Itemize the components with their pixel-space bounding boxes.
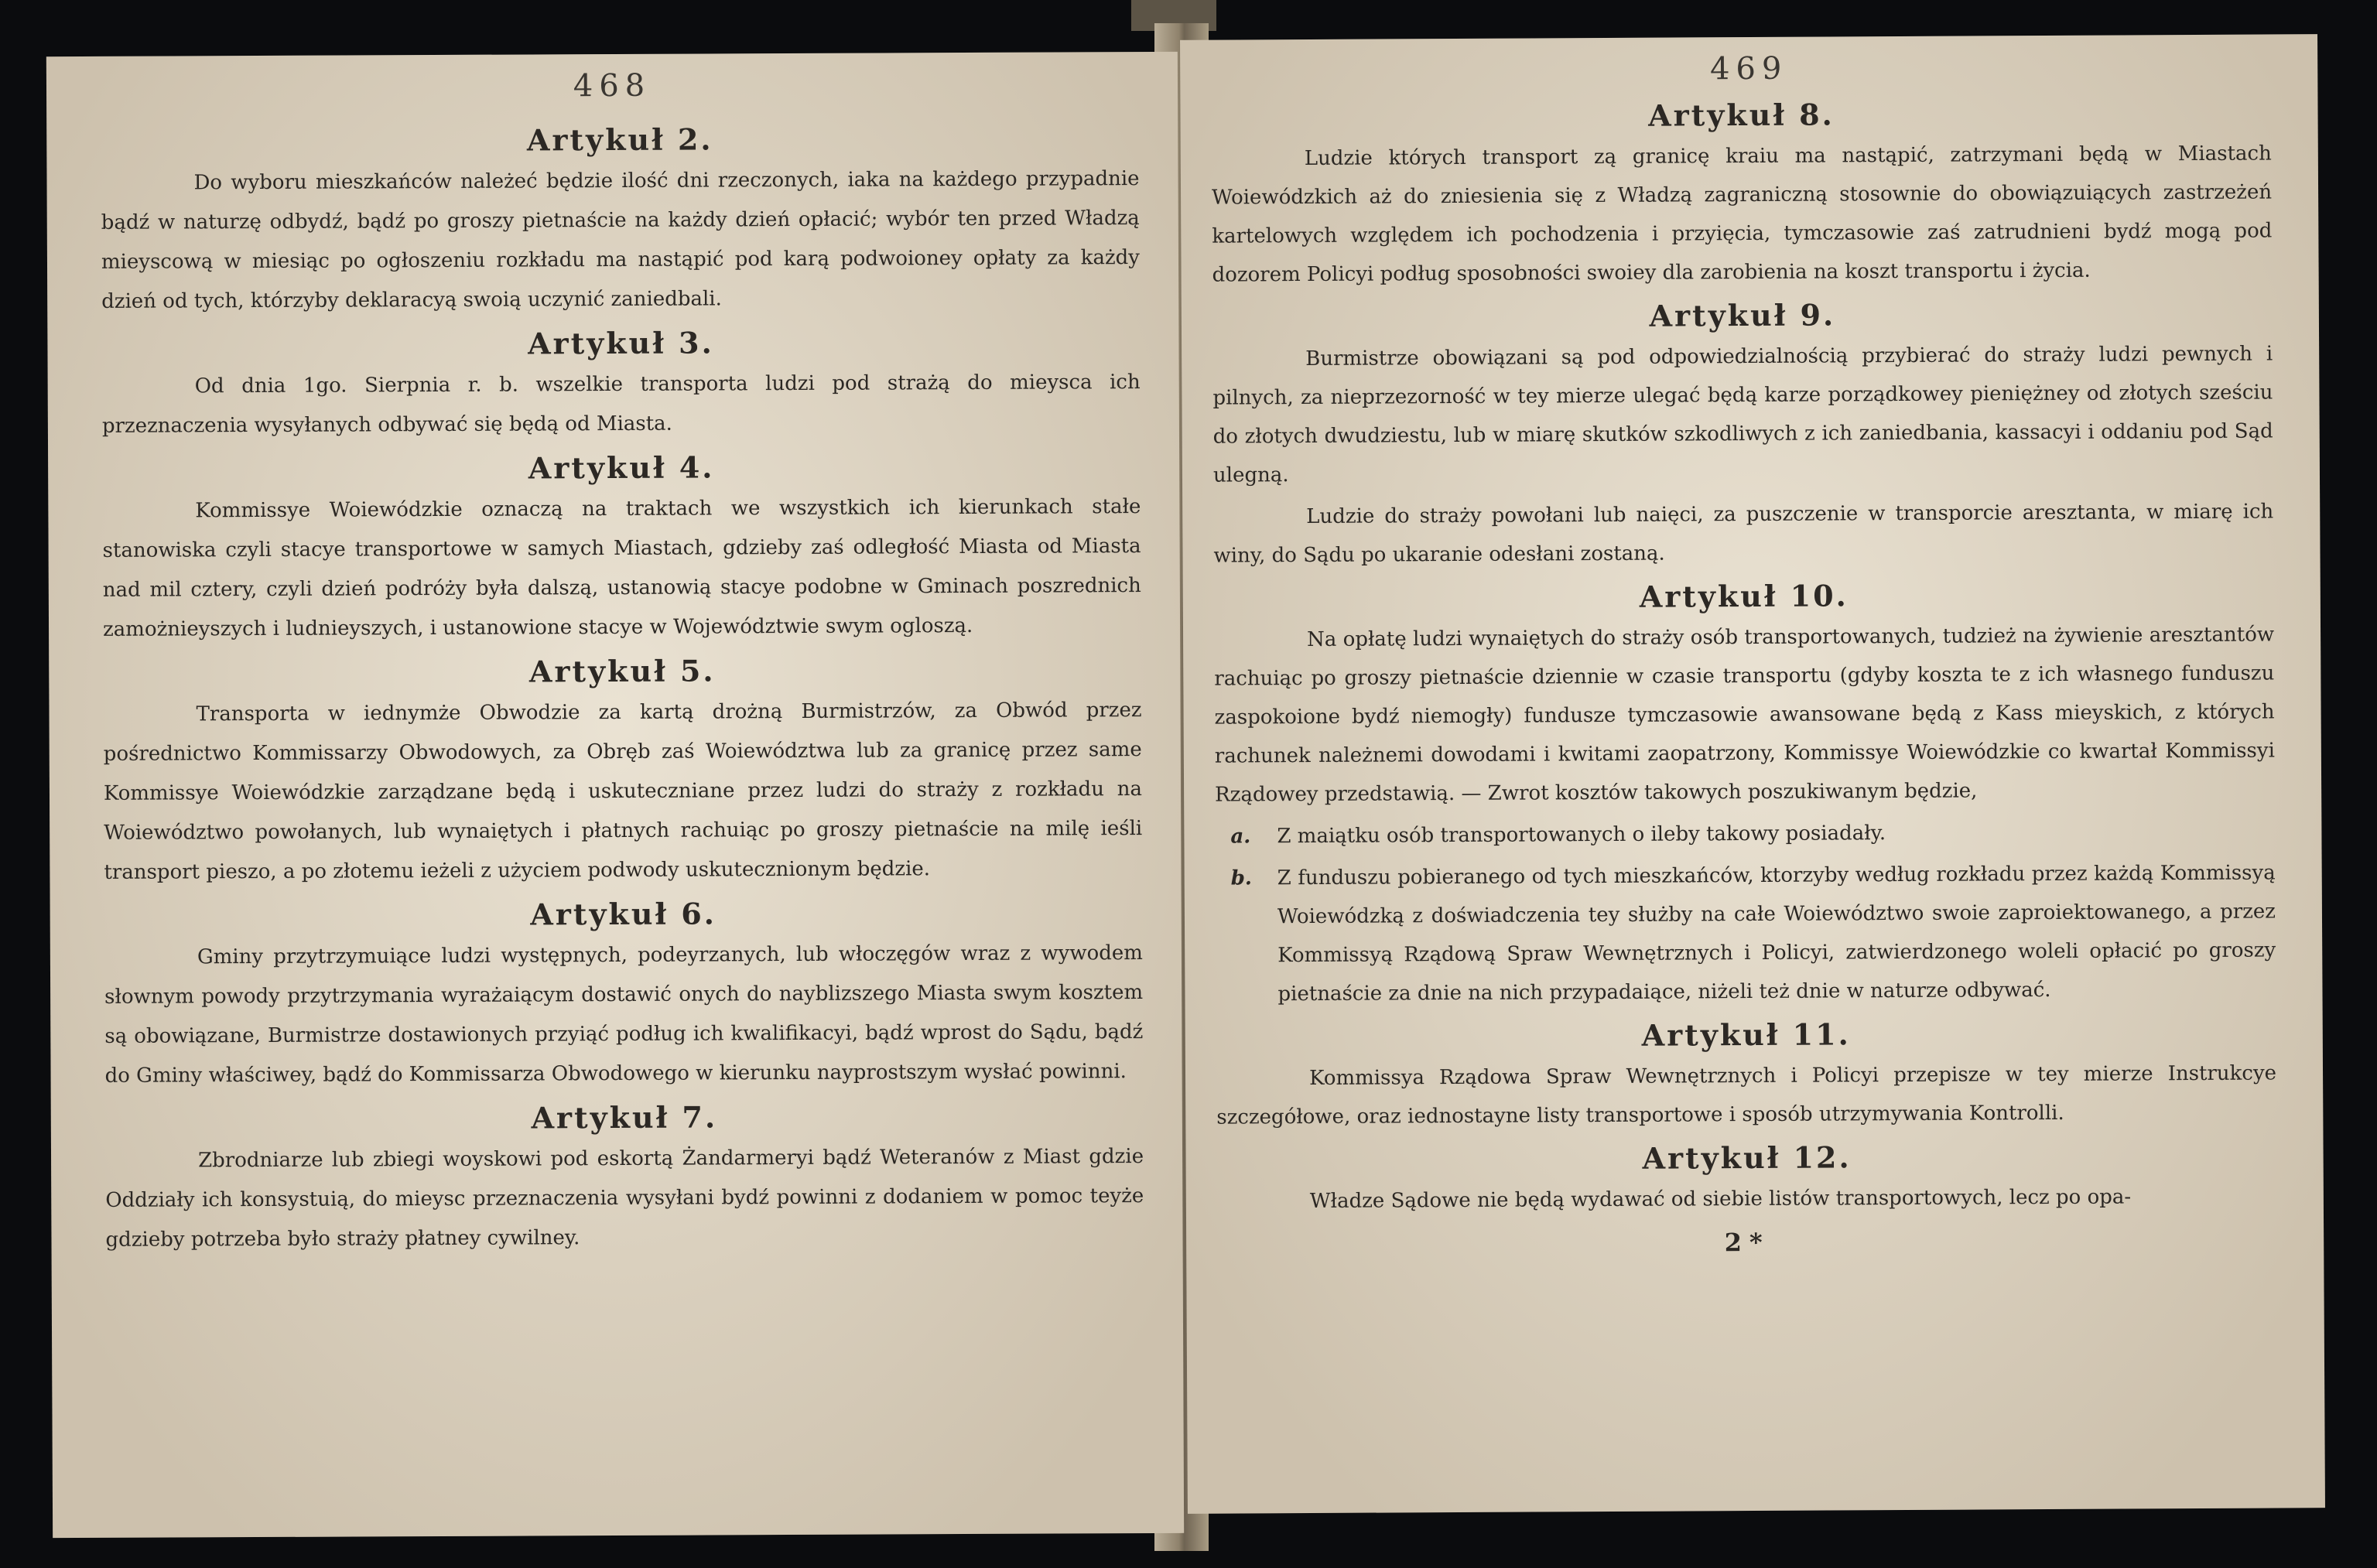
page-number: 468 <box>573 67 652 104</box>
article-title: Artykuł 2. <box>526 121 713 158</box>
list-item-text: Z funduszu pobieranego od tych mieszkańców, ktorzyby według rozkładu przez każdą Kommissyą Woiewódzką z doświadczenia tey służby na całe Woiewództwo swoie zaproiektowanego, a przez Kommissyą Rządową Spraw Wewnętrznych i Policyi, zatwierdzonego woleli opłacić po groszy pietnaście za dnie na nich przypadaiące, niżeli też dnie w naturze odbywać. <box>1277 861 2276 1006</box>
list-item <box>1216 853 2276 1013</box>
list-item <box>1215 811 2275 856</box>
article-7 <box>105 1098 1144 1260</box>
article-title: Artykuł 10. <box>1639 578 1849 614</box>
article-paragraph: Kommissya Rządowa Spraw Wewnętrznych i Policyi przepisze w tey mierze Instrukcye szczegółowe, oraz iednostayne listy transportowe i sposób utrzymywania Kontrolli. <box>1216 1061 2277 1129</box>
right-page-content <box>1211 88 2277 1259</box>
article-title: Artykuł 9. <box>1649 297 1836 333</box>
left-page-content <box>101 114 1144 1263</box>
article-paragraph: Gminy przytrzymuiące ludzi występnych, podeyrzanych, lub włoczęgów wraz z wywodem słownym powody przytrzymania wyrażaiącym dostawić onych do nayblizszego Miasta swym kosztem są obowiązane, Burmistrze dostawionych przyiąć podług ich kwalifikacyi, bądź wprost do Sądu, bądź do Gminy właściwey, bądź do Kommissarza Obwodowego w kierunku nayprostszym wysłać powinni. <box>104 941 1144 1088</box>
article-paragraph: Ludzie do straży powołani lub naięci, za puszczenie w transporcie aresztanta, w miarę ich winy, do Sądu po ukaranie odesłani zostaną. <box>1213 500 2274 568</box>
left-page <box>46 52 1184 1538</box>
article-paragraph: Na opłatę ludzi wynaiętych do straży osób transportowanych, tudzież na żywienie aresztantów rachuiąc po groszy pietnaście dziennie w czasie transportu (gdyby koszta te z ich własnego funduszu zaspokoione bydź niemogły) fundusze tymczasowie awansowane będą z Kass mieyskich, z których rachunek należnemi dowodami i kwitami zaopatrzony, Kommissye Woiewódzkie co kwartał Kommissyi Rządowey przedstawią. — Zwrot kosztów takowych poszukiwanym będzie, <box>1214 623 2275 807</box>
list-marker: b. <box>1230 866 1253 890</box>
article-4 <box>102 448 1141 650</box>
article-8 <box>1211 94 2272 294</box>
article-title: Artykuł 11. <box>1641 1016 1851 1053</box>
article-title: Artykuł 7. <box>531 1099 718 1136</box>
article-title: Artykuł 6. <box>530 896 717 932</box>
article-5 <box>103 651 1142 893</box>
article-9 <box>1212 295 2274 575</box>
article-title: Artykuł 5. <box>528 653 716 689</box>
article-title: Artykuł 4. <box>528 449 715 486</box>
article-paragraph: Ludzie których transport zą granicę kraiu ma nastąpić, zatrzymani będą w Miastach Woiewódzkich aż do zniesienia się z Władzą zagraniczną stosownie do obowiązuiących zastrzeżeń kartelowych względem ich pochodzenia i przyięcia, tymczasowie zaś zatrudnieni bydź mogą pod dozorem Policyi podług sposobności swoiey dla zarobienia na koszt transportu i życia. <box>1212 142 2273 287</box>
article-2 <box>101 120 1140 322</box>
list-marker: a. <box>1230 825 1251 849</box>
page-number: 469 <box>1709 50 1788 87</box>
right-page-number <box>1180 48 2317 90</box>
left-page-number <box>46 66 1178 106</box>
article-paragraph: Do wyboru mieszkańców należeć będzie ilość dni rzeczonych, iaka na każdego przypadnie bądź w naturzę odbydź, bądź po groszy pietnaście na każdy dzień opłacić; wybór ten przed Władzą mieyscową w miesiąc po ogłoszeniu rozkładu ma nastąpić pod karą podwoioney opłaty za każdy dzień od tych, którzyby deklaracyą swoią uczynić zaniedbali. <box>101 167 1141 313</box>
article-10 <box>1214 576 2276 1013</box>
article-11 <box>1216 1014 2277 1136</box>
article-title: Artykuł 12. <box>1642 1139 1852 1176</box>
article-paragraph: Burmistrze obowiązani są pod odpowiedzialnością przybierać do straży ludzi pewnych i pilnych, za nieprzezorność w tey mierze ulegać będą karze porządkowey pieniężney od złotych sześciu do złotych dwudziestu, lub w miarę skutków szkodliwych z ich zaniedbania, kassacyi i oddaniu pod Sąd ulegną. <box>1212 342 2273 487</box>
list-item-text: Z maiątku osób transportowanych o ileby takowy posiadały. <box>1277 822 1886 849</box>
signature-mark: 2* <box>1724 1227 1770 1258</box>
article-3 <box>101 323 1141 446</box>
article-paragraph: Władze Sądowe nie będą wydawać od siebie listów transportowych, lecz po opa- <box>1309 1185 2132 1214</box>
article-paragraph: Od dnia 1go. Sierpnia r. b. wszelkie transporta ludzi pod strażą do mieysca ich przeznaczenia wysyłanych odbywać się będą od Miasta. <box>101 371 1141 438</box>
article-title: Artykuł 8. <box>1648 97 1835 133</box>
article-12 <box>1216 1137 2277 1221</box>
article-paragraph: Zbrodniarze lub zbiegi woyskowi pod eskortą Żandarmeryi bądź Weteranów z Miast gdzie Oddziały ich konsystuią, do mieysc przeznaczenia wysyłani bydź powinni z dodaniem w pomoc teyże gdzieby potrzeba było straży płatney cywilney. <box>105 1145 1144 1252</box>
article-paragraph: Kommissye Woiewódzkie oznaczą na traktach we wszystkich ich kierunkach stałe stanowiska czyli stacye transportowe w samych Miastach, gdzieby zaś odległość Miasta od Miasta nad mil cztery, czyli dzień podróży była dalszą, ustanowią stacye podobne w Gminach poszrednich zamożnieyszych i ludnieyszych, i ustanowione stacye w Województwie swym ogloszą. <box>102 495 1141 641</box>
article-title: Artykuł 3. <box>528 325 714 361</box>
article-6 <box>104 894 1144 1096</box>
right-page <box>1180 34 2325 1514</box>
article-paragraph: Transporta w iednymże Obwodzie za kartą drożną Burmistrzów, za Obwód przez pośrednictwo Kommissarzy Obwodowych, za Obręb zaś Woiewództwa lub za granicę przez same Kommissye Woiewódzkie zarządzane będą i uskuteczniane przez ludzi do straży z rozkładu na Woiewództwo powołanych, lub wynaiętych i płatnych rachuiąc po groszy pietnaście na milę ieśli transport pieszo, a po złotemu ieżeli z użyciem podwody uskutecznionym będzie. <box>103 699 1143 884</box>
